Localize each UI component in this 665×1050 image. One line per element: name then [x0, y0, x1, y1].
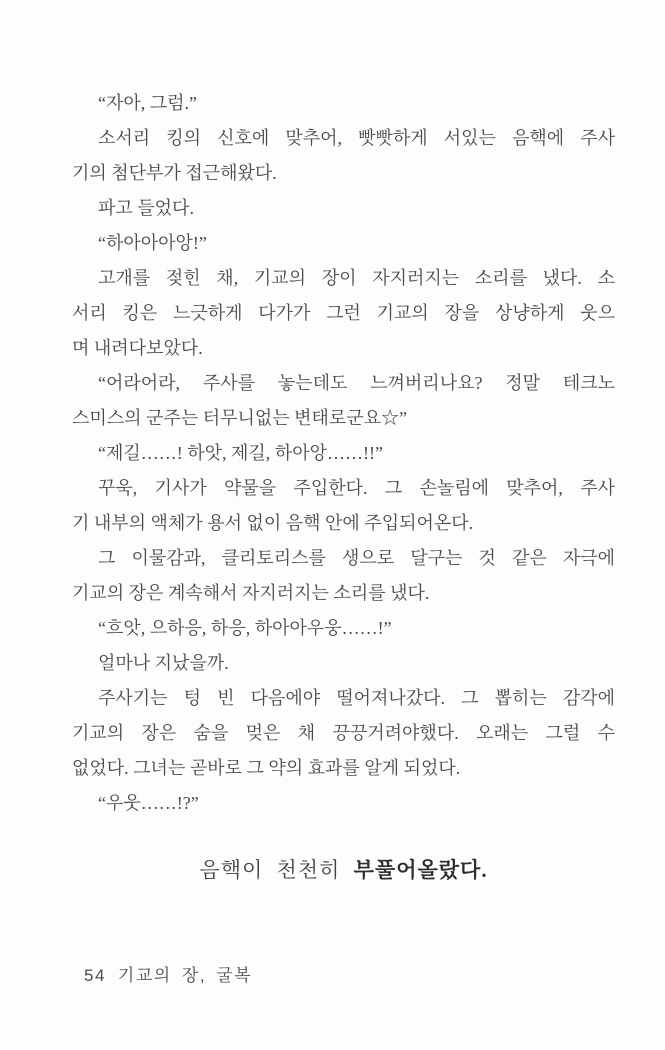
- emphasis-bold-text: 부풀어올랐다.: [353, 858, 488, 882]
- emphasis-line: [72, 853, 615, 888]
- text-line: 기교의 장은 숨을 멎은 채 끙끙거려야했다. 오래는 그럴 수: [72, 723, 615, 743]
- text-line: 주사기는 텅 빈 다음에야 떨어져나갔다. 그 뽑히는 감각에: [98, 688, 615, 708]
- text-line: 기 내부의 액체가 용서 없이 음핵 안에 주입되어온다.: [72, 513, 474, 533]
- text-line: “흐앗, 으하응, 하응, 하아아우웅……!”: [98, 618, 392, 638]
- text-line: 고개를 젖힌 채, 기교의 장이 자지러지는 소리를 냈다. 소: [98, 268, 615, 288]
- text-line: 서리 킹은 느긋하게 다가가 그런 기교의 장을 상냥하게 웃으: [72, 303, 615, 323]
- running-title: 기교의 장, 굴복: [117, 966, 253, 985]
- text-line: 얼마나 지났을까.: [98, 653, 229, 673]
- text-line: 기교의 장은 계속해서 자지러지는 소리를 냈다.: [72, 583, 430, 603]
- text-line: 그 이물감과, 클리토리스를 생으로 달구는 것 같은 자극에: [98, 548, 615, 568]
- text-line: “하아아아앙!”: [98, 233, 207, 253]
- page-number: 54: [84, 966, 106, 985]
- emphasis-normal-text: 음핵이 천천히: [199, 858, 341, 882]
- text-line: 없었다. 그녀는 곧바로 그 약의 효과를 알게 되었다.: [72, 758, 461, 778]
- text-line: 파고 들었다.: [98, 198, 194, 218]
- text-line: 스미스의 군주는 터무니없는 변태로군요☆”: [72, 408, 408, 428]
- text-line: “제길……! 하앗, 제길, 하아앙……!!”: [98, 443, 383, 463]
- text-line: 꾸욱, 기사가 약물을 주입한다. 그 손놀림에 맞추어, 주사: [98, 478, 615, 498]
- text-line: “자아, 그럼.”: [98, 93, 198, 113]
- page-text: [72, 86, 615, 888]
- text-line: 며 내려다보았다.: [72, 338, 203, 358]
- page-footer: [84, 964, 252, 988]
- text-line: “우웃……!?”: [98, 793, 199, 813]
- text-line: 소서리 킹의 신호에 맞추어, 빳빳하게 서있는 음핵에 주사: [98, 128, 615, 148]
- text-line: 기의 첨단부가 접근해왔다.: [72, 163, 277, 183]
- text-line: “어라어라, 주사를 놓는데도 느껴버리나요? 정말 테크노: [98, 373, 615, 393]
